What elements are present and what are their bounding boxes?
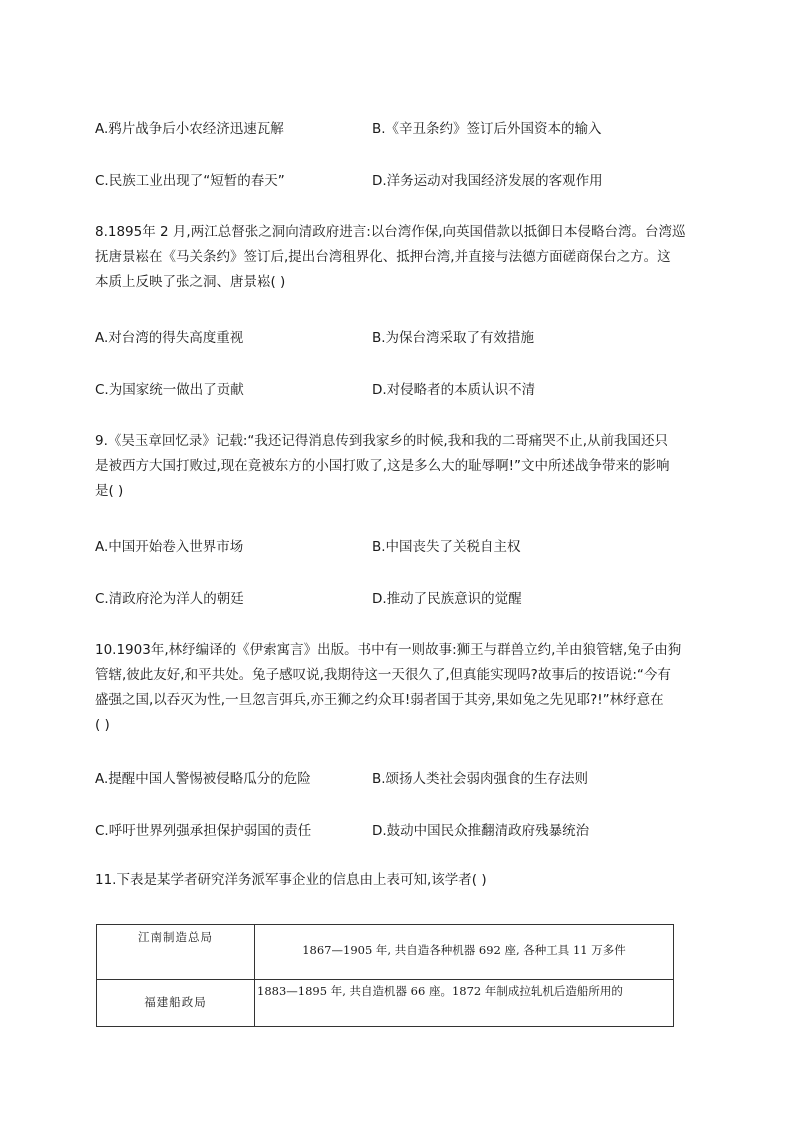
table-cell-name: 江南制造总局 [97,925,255,980]
q10-stem [95,638,705,738]
q8-stem-line: 本质上反映了张之洞、唐景崧( ) [95,274,286,290]
q7-option-b[interactable]: B.《辛丑条约》签订后外国资本的输入 [372,121,602,137]
q8-option-a[interactable]: A.对台湾的得失高度重视 [95,330,244,346]
table-cell-name: 福建船政局 [97,980,255,1027]
q10-option-a[interactable]: A.提醒中国人警惕被侵略瓜分的危险 [95,771,311,787]
q8-stem [95,220,705,295]
q10-stem-line: 盛强之国,以吞灭为性,一旦忽言弭兵,亦王狮之约众耳!弱者国于其旁,果如兔之先见耶?!”林纾意在 [95,692,664,708]
q10-option-d[interactable]: D.鼓动中国民众推翻清政府残暴统治 [372,823,590,839]
q8-stem-line: 8.1895年 2 月,两江总督张之洞向清政府进言:以台湾作保,向英国借款以抵御日本侵略台湾。台湾巡 [95,224,686,240]
q10-stem-line: 管辖,彼此友好,和平共处。兔子感叹说,我期待这一天很久了,但真能实现吗?故事后的按语说:“今有 [95,667,671,683]
q9-stem-line: 9.《吴玉章回忆录》记载:“我还记得消息传到我家乡的时候,我和我的二哥痛哭不止,从前我国还只 [95,433,669,449]
table-row [97,925,674,980]
q11-table [96,924,674,1027]
q10-stem-line: 10.1903年,林纾编译的《伊索寓言》出版。书中有一则故事:狮王与群兽立约,羊由狼管辖,兔子由狗 [95,642,682,658]
q7-option-c[interactable]: C.民族工业出现了“短暂的春天” [95,173,285,189]
table-cell-detail: 1867—1905 年, 共自造各种机器 692 座, 各种工具 11 万多件 [255,925,674,980]
q9-stem [95,429,705,504]
q10-option-c[interactable]: C.呼吁世界列强承担保护弱国的责任 [95,823,312,839]
q9-option-d[interactable]: D.推动了民族意识的觉醒 [372,591,522,607]
table-cell-detail: 1883—1895 年, 共自造机器 66 座。1872 年制成拉轧机后造船所用的 [255,980,674,1027]
q9-stem-line: 是( ) [95,483,124,499]
q8-stem-line: 抚唐景崧在《马关条约》签订后,提出台湾租界化、抵押台湾,并直接与法德方面磋商保台之方。这 [95,249,671,265]
q11-stem: 11.下表是某学者研究洋务派军事企业的信息由上表可知,该学者( ) [95,872,487,888]
q7-option-a[interactable]: A.鸦片战争后小农经济迅速瓦解 [95,121,284,137]
q10-stem-line: ( ) [95,717,110,733]
q9-stem-line: 是被西方大国打败过,现在竟被东方的小国打败了,这是多么大的耻辱啊!”文中所述战争带来的影响 [95,458,670,474]
q8-option-c[interactable]: C.为国家统一做出了贡献 [95,382,244,398]
q8-option-b[interactable]: B.为保台湾采取了有效措施 [372,330,535,346]
table-row [97,980,674,1027]
q7-option-d[interactable]: D.洋务运动对我国经济发展的客观作用 [372,173,603,189]
q10-option-b[interactable]: B.颂扬人类社会弱肉强食的生存法则 [372,771,589,787]
q9-option-b[interactable]: B.中国丧失了关税自主权 [372,539,521,555]
q9-option-a[interactable]: A.中国开始卷入世界市场 [95,539,244,555]
q8-option-d[interactable]: D.对侵略者的本质认识不清 [372,382,536,398]
q9-option-c[interactable]: C.清政府沦为洋人的朝廷 [95,591,244,607]
